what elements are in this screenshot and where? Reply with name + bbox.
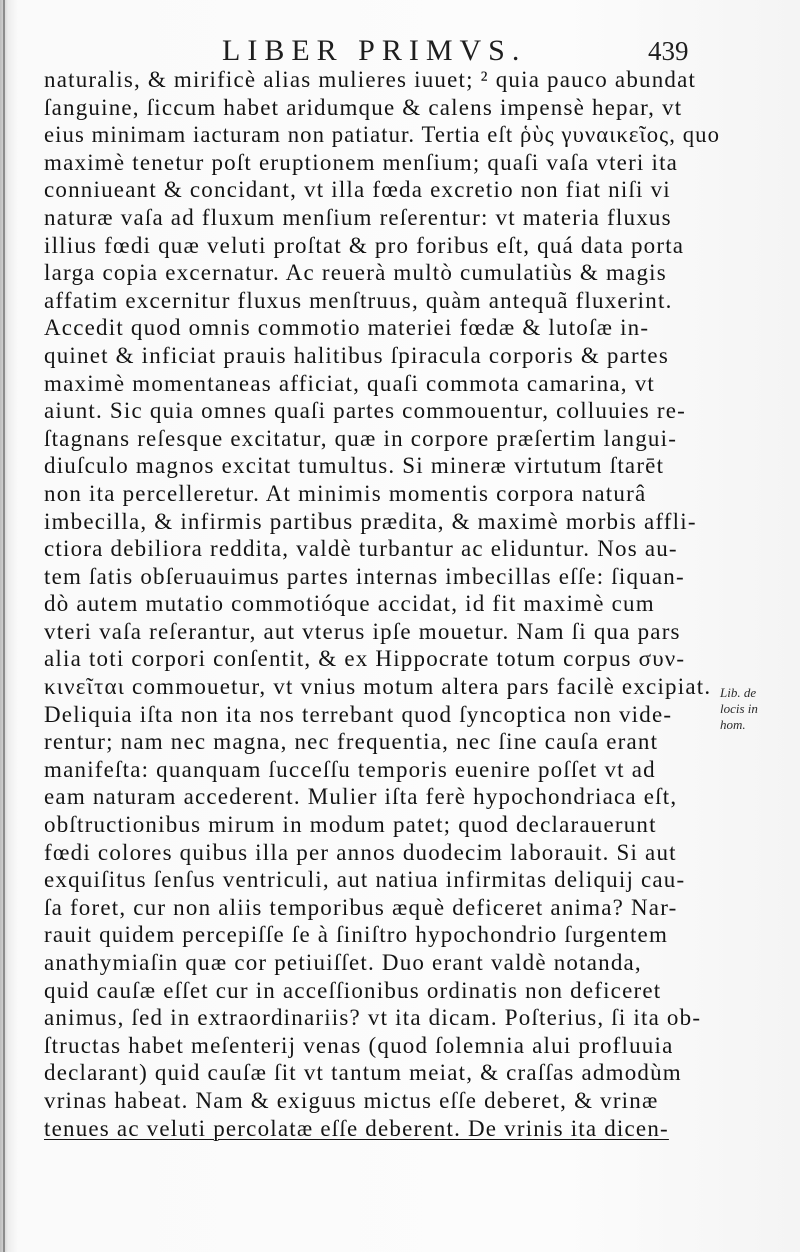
main-text-block: [44, 66, 720, 1142]
text-line: exquiſitus ſenſus ventriculi, aut natiua infirmitas deliquij cau-: [44, 867, 686, 893]
marginal-note-line: Lib. de: [720, 685, 757, 700]
text-line: rauit quidem percepiſſe ſe à ſiniſtro hypochondrio ſurgentem: [44, 922, 669, 948]
text-line: non ita percelleretur. At minimis momentis corpora naturâ: [44, 480, 647, 506]
text-line: eius minimam iacturam non patiatur. Tertia eſt ῥὺς γυναικεῖος, quo: [44, 122, 720, 148]
text-line: tenues ac veluti percolatæ eſſe deberent. De vrinis ita dicen-: [44, 1115, 669, 1141]
text-line: ſtructas habet meſenterij venas (quod ſolemnia alui profluuia: [44, 1032, 674, 1058]
page-gutter-edge: [3, 0, 5, 1252]
text-line: fœdi colores quibus illa per annos duodecim laborauit. Si aut: [44, 839, 677, 865]
marginal-note: [720, 685, 790, 733]
page-number: 439: [648, 36, 689, 66]
text-line: rentur; nam nec magna, nec frequentia, nec ſine cauſa erant: [44, 729, 659, 755]
text-line: anathymiaſin quæ cor petiuiſſet. Duo erant valdè notanda,: [44, 950, 642, 975]
text-line: ſanguine, ſiccum habet aridumque & calens impensè hepar, vt: [44, 94, 683, 120]
text-line: ctiora debiliora reddita, valdè turbantur ac eliduntur. Nos au-: [44, 536, 678, 562]
text-line: illius fœdi quæ veluti proſtat & pro foribus eſt, quá data porta: [44, 232, 685, 258]
text-line: maximè tenetur poſt eruptionem menſium; quaſi vaſa vteri ita: [44, 149, 679, 175]
text-line: aiunt. Sic quia omnes quaſi partes commouentur, colluuies re-: [44, 398, 687, 424]
running-title: LIBER PRIMVS.: [222, 34, 527, 67]
text-line: naturæ vaſa ad fluxum menſium reſerentur: vt materia fluxus: [44, 204, 672, 230]
text-line: alia toti corpori conſentit, & ex Hippocrate totum corpus συν-: [44, 646, 686, 672]
marginal-note-line: locis in: [720, 701, 758, 716]
text-line: obſtructionibus mirum in modum patet; quod declarauerunt: [44, 812, 657, 838]
text-line: affatim excernitur fluxus menſtruus, quàm antequã fluxerint.: [44, 287, 673, 313]
text-line: manifeſta: quanquam ſucceſſu temporis euenire poſſet vt ad: [44, 756, 656, 782]
text-line: tem ſatis obſeruauimus partes internas imbecillas eſſe: ſiquan-: [44, 563, 685, 589]
text-line: Accedit quod omnis commotio materiei fœdæ & lutoſæ in-: [44, 315, 650, 341]
text-line: ſa foret, cur non aliis temporibus æquè deficeret anima? Nar-: [44, 894, 678, 920]
text-line: maximè momentaneas afficiat, quaſi commota camarina, vt: [44, 370, 655, 396]
text-line: vteri vaſa reſerantur, aut vterus ipſe mouetur. Nam ſi qua pars: [44, 618, 681, 644]
text-line: declarant) quid cauſæ ſit vt tantum meiat, & craſſas admodùm: [44, 1060, 682, 1086]
text-line: imbecilla, & infirmis partibus prædita, & maximè morbis affli-: [44, 508, 697, 534]
text-line: quinet & inficiat prauis halitibus ſpiracula corporis & partes: [44, 342, 669, 368]
text-line: animus, ſed in extraordinariis? vt ita dicam. Poſterius, ſi ita ob-: [44, 1005, 702, 1031]
text-line: quid cauſæ eſſet cur in acceſſionibus ordinatis non deficeret: [44, 977, 662, 1003]
text-line: κινεῖται commouetur, vt vnius motum altera pars facilè excipiat.: [44, 674, 712, 700]
text-line: Deliquia iſta non ita nos terrebant quod ſyncoptica non vide-: [44, 701, 673, 727]
text-line: eam naturam accederent. Mulier iſta ferè hypochondriaca eſt,: [44, 784, 678, 810]
text-line: ſtagnans reſesque excitatur, quæ in corpore præſertim langui-: [44, 425, 678, 451]
text-line: diuſculo magnos excitat tumultus. Si mineræ virtutum ſtarēt: [44, 453, 665, 479]
text-line: larga copia excernatur. Ac reuerà multò cumulatiùs & magis: [44, 260, 667, 286]
text-line: dò autem mutatio commotióque accidat, id fit maximè cum: [44, 591, 655, 617]
text-line: conniueant & concidant, vt illa fœda excretio non fiat niſi vi: [44, 177, 671, 203]
marginal-note-line: hom.: [720, 717, 746, 732]
text-line: naturalis, & mirificè alias mulieres iuuet; ² quia pauco abundat: [44, 67, 697, 92]
text-line: vrinas habeat. Nam & exiguus mictus eſſe deberet, & vrinæ: [44, 1087, 659, 1113]
